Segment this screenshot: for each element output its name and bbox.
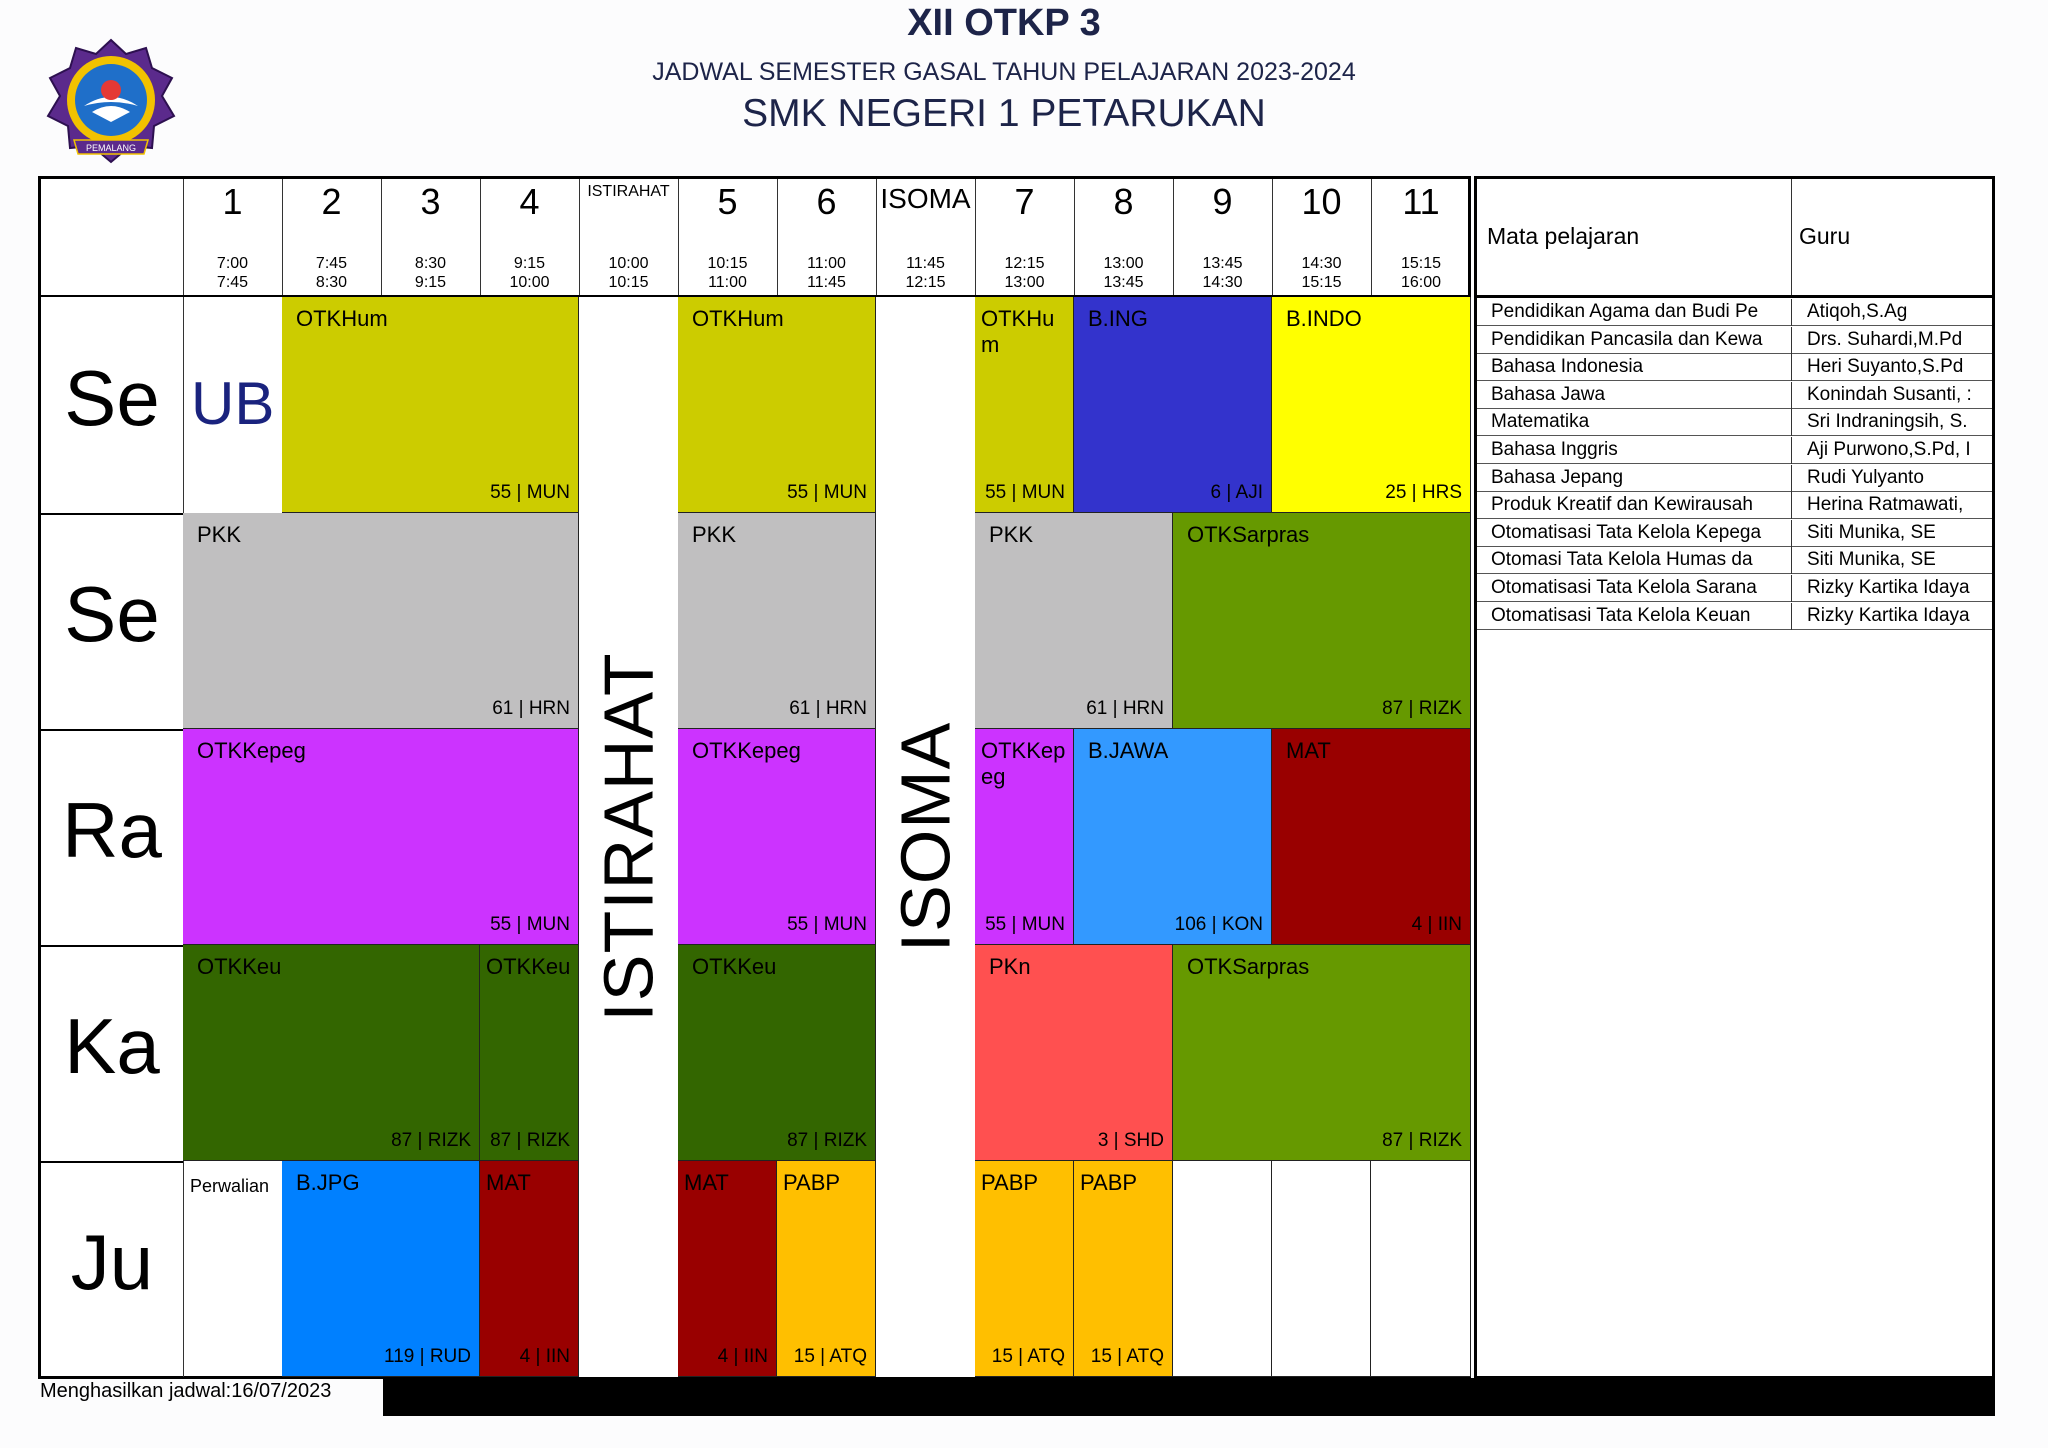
schedule-grid xyxy=(38,176,1471,1379)
subject-name: Bahasa Jepang xyxy=(1491,466,1624,488)
teacher-name: Rudi Yulyanto xyxy=(1807,466,1924,488)
lesson-room-teacher: 87 | RIZK xyxy=(787,1130,867,1151)
header-subject: Mata pelajaran xyxy=(1487,223,1640,249)
period-end: 10:00 xyxy=(509,274,550,291)
period-start: 10:00 xyxy=(608,255,649,272)
lesson-room-teacher: 55 | MUN xyxy=(985,482,1065,503)
lesson-room-teacher: 61 | HRN xyxy=(492,698,570,719)
table-column-divider xyxy=(1791,547,1792,574)
subject-name: Pendidikan Agama dan Budi Pe xyxy=(1491,301,1759,322)
period-number: 9 xyxy=(1212,181,1233,222)
lesson-subject: OTKKeu xyxy=(197,954,282,979)
period-start: 15:15 xyxy=(1400,255,1442,272)
grid-row-line xyxy=(41,729,183,731)
lesson-subject: B.INDO xyxy=(1286,306,1362,331)
lesson-subject: B.JPG xyxy=(296,1170,360,1195)
period-number: 3 xyxy=(420,181,441,222)
teacher-name: Siti Munika, SE xyxy=(1807,549,1936,571)
lesson-room-teacher: 119 | RUD xyxy=(384,1346,471,1367)
teacher-name: Drs. Suhardi,M.Pd xyxy=(1807,328,1963,350)
table-column-divider xyxy=(1791,382,1792,409)
teacher-name: Sri Indraningsih, S. xyxy=(1807,411,1968,433)
table-row xyxy=(1477,327,1992,354)
period-end: 13:45 xyxy=(1103,274,1144,291)
period-number: 4 xyxy=(519,181,540,222)
grid-row-line xyxy=(41,513,183,515)
lesson-cell[interactable] xyxy=(1173,513,1471,729)
subject-name: Produk Kreatif dan Kewirausah xyxy=(1491,494,1753,516)
lesson-cell[interactable] xyxy=(183,945,480,1161)
day-label: Ra xyxy=(62,786,162,874)
table-column-divider xyxy=(1791,575,1792,602)
period-time xyxy=(480,254,579,292)
lesson-room-teacher: 4 | IIN xyxy=(519,1346,570,1367)
lesson-cell[interactable] xyxy=(480,945,579,1161)
lesson-cell[interactable] xyxy=(975,945,1173,1161)
lesson-subject: PKK xyxy=(197,522,242,547)
period-time xyxy=(1074,254,1173,292)
empty-cell xyxy=(1173,1161,1272,1377)
lesson-room-teacher: 15 | ATQ xyxy=(1090,1346,1164,1367)
table-column-divider xyxy=(1791,437,1792,464)
lesson-room-teacher: 87 | RIZK xyxy=(391,1130,471,1151)
lesson-cell[interactable] xyxy=(480,1161,579,1377)
period-end: 13:00 xyxy=(1004,274,1045,291)
period-start: 13:00 xyxy=(1103,255,1144,272)
period-start: 10:15 xyxy=(707,255,748,272)
subject-name: Otomasi Tata Kelola Humas da xyxy=(1491,549,1753,571)
lesson-room-teacher: 55 | MUN xyxy=(490,482,570,503)
period-time xyxy=(183,254,282,292)
lesson-cell[interactable] xyxy=(678,297,876,513)
lesson-room-teacher: 55 | MUN xyxy=(490,914,570,935)
lesson-room-teacher: 15 | ATQ xyxy=(793,1346,867,1367)
period-start: 12:15 xyxy=(1004,255,1045,272)
period-start: 14:30 xyxy=(1301,255,1342,272)
lesson-subject: PKK xyxy=(989,522,1034,547)
subject-teacher-table xyxy=(1474,176,1995,1379)
period-end: 10:15 xyxy=(608,274,649,291)
isoma-column xyxy=(876,297,975,1377)
table-row xyxy=(1477,382,1992,409)
table-column-divider xyxy=(1791,465,1792,492)
school-logo-icon xyxy=(44,36,178,166)
lesson-subject: OTKSarpras xyxy=(1187,954,1310,979)
schedule-subtitle: JADWAL SEMESTER GASAL TAHUN PELAJARAN 2023-2024 xyxy=(652,58,1356,86)
table-header-rule xyxy=(1477,295,1992,298)
period-start: 7:45 xyxy=(315,255,348,272)
period-time xyxy=(282,254,381,292)
lesson-subject: PABP xyxy=(981,1170,1039,1195)
lesson-cell[interactable] xyxy=(777,1161,876,1377)
lesson-subject: MAT xyxy=(684,1170,729,1195)
table-row xyxy=(1477,520,1992,547)
lesson-room-teacher: 106 | KON xyxy=(1174,914,1263,935)
lesson-room-teacher: 3 | SHD xyxy=(1097,1130,1164,1151)
table-row xyxy=(1477,547,1992,574)
lesson-cell[interactable] xyxy=(975,1161,1074,1377)
period-start: 9:15 xyxy=(513,255,546,272)
period-header-isoma: ISOMA xyxy=(880,183,971,214)
lesson-cell[interactable] xyxy=(678,729,876,945)
table-row xyxy=(1477,437,1992,464)
table-row xyxy=(1477,575,1992,602)
period-start: 8:30 xyxy=(414,255,447,272)
day-label: Se xyxy=(64,570,160,658)
lesson-cell[interactable] xyxy=(1272,297,1471,513)
period-end: 12:15 xyxy=(905,274,946,291)
period-number: 11 xyxy=(1402,181,1440,222)
school-name: SMK NEGERI 1 PETARUKAN xyxy=(742,92,1266,135)
period-header-istirahat: ISTIRAHAT xyxy=(587,183,670,200)
lesson-cell[interactable] xyxy=(282,297,579,513)
period-end: 9:15 xyxy=(414,274,447,291)
period-time xyxy=(1371,254,1471,292)
period-number: 2 xyxy=(321,181,342,222)
period-start: 13:45 xyxy=(1202,255,1243,272)
lesson-room-teacher: 6 | AJI xyxy=(1210,482,1263,503)
lesson-room-teacher: 55 | MUN xyxy=(787,482,867,503)
lesson-subject: OTKSarpras xyxy=(1187,522,1310,547)
grid-row-line xyxy=(41,945,183,947)
logo-bottom-text: PEMALANG xyxy=(85,143,137,153)
lesson-subject: OTKKepeg xyxy=(981,738,1066,789)
lesson-subject: OTKHum xyxy=(692,306,784,331)
lesson-subject: OTKKeu xyxy=(486,954,571,979)
period-end: 11:00 xyxy=(708,274,747,291)
period-number: 1 xyxy=(222,181,243,222)
table-column-divider xyxy=(1791,299,1792,326)
table-column-divider xyxy=(1791,409,1792,436)
period-end: 11:45 xyxy=(807,274,846,291)
header-teacher: Guru xyxy=(1799,223,1851,249)
lesson-subject: B.JAWA xyxy=(1088,738,1169,763)
period-start: 11:00 xyxy=(807,255,846,272)
subject-name: Bahasa Inggris xyxy=(1491,439,1618,460)
period-time xyxy=(777,254,876,292)
lesson-room-teacher: 55 | MUN xyxy=(985,914,1065,935)
table-column-divider xyxy=(1791,492,1792,519)
lesson-room-teacher: 4 | IIN xyxy=(1411,914,1462,935)
class-title: XII OTKP 3 xyxy=(907,2,1101,44)
subject-name: Otomatisasi Tata Kelola Sarana xyxy=(1491,577,1757,598)
teacher-name: Rizky Kartika Idaya xyxy=(1807,577,1970,598)
period-end: 8:30 xyxy=(315,274,348,291)
istirahat-column-label: ISTIRAHAT xyxy=(589,652,668,1022)
day-label: Se xyxy=(64,354,160,442)
lesson-subject: PABP xyxy=(1080,1170,1138,1195)
lesson-cell[interactable] xyxy=(282,1161,480,1377)
period-number: 7 xyxy=(1014,181,1035,222)
lesson-subject: PKK xyxy=(692,522,737,547)
period-time xyxy=(579,254,678,292)
period-end: 14:30 xyxy=(1202,274,1243,291)
subject-name: Otomatisasi Tata Kelola Kepega xyxy=(1491,521,1762,543)
period-number: 8 xyxy=(1113,181,1134,222)
table-row xyxy=(1477,492,1992,519)
subject-name: Bahasa Jawa xyxy=(1491,383,1606,405)
table-column-divider xyxy=(1791,354,1792,381)
period-number: 6 xyxy=(816,181,837,222)
lesson-cell[interactable] xyxy=(678,1161,777,1377)
lesson-room-teacher: 87 | RIZK xyxy=(1382,698,1462,719)
empty-cell xyxy=(1272,1161,1371,1377)
period-end: 16:00 xyxy=(1400,274,1442,291)
table-column-divider xyxy=(1791,327,1792,354)
table-row xyxy=(1477,299,1992,326)
lesson-subject: MAT xyxy=(1286,738,1331,763)
period-time xyxy=(678,254,777,292)
empty-cell xyxy=(1371,1161,1471,1377)
lesson-subject: B.ING xyxy=(1088,306,1148,331)
day-label: Ka xyxy=(64,1002,160,1090)
perwalian-label: Perwalian xyxy=(190,1176,270,1196)
generated-date: Menghasilkan jadwal:16/07/2023 xyxy=(40,1380,332,1402)
lesson-cell[interactable] xyxy=(183,729,579,945)
lesson-cell[interactable] xyxy=(1173,945,1471,1161)
lesson-room-teacher: 61 | HRN xyxy=(1086,698,1164,719)
period-start: 11:45 xyxy=(906,255,945,272)
lesson-room-teacher: 87 | RIZK xyxy=(1382,1130,1462,1151)
ub-label: UB xyxy=(191,370,275,437)
teacher-name: Aji Purwono,S.Pd, I xyxy=(1807,439,1971,460)
lesson-cell[interactable] xyxy=(975,513,1173,729)
table-column-divider xyxy=(1791,520,1792,547)
period-time xyxy=(1173,254,1272,292)
lesson-subject: OTKKeu xyxy=(692,954,777,979)
period-number: 10 xyxy=(1301,181,1342,222)
teacher-name: Konindah Susanti, : xyxy=(1807,383,1972,405)
teacher-name: Atiqoh,S.Ag xyxy=(1807,301,1908,322)
subject-name: Otomatisasi Tata Kelola Keuan xyxy=(1491,604,1751,626)
teacher-name: Heri Suyanto,S.Pd xyxy=(1807,356,1964,378)
period-end: 15:15 xyxy=(1301,274,1342,291)
isoma-column-label: ISOMA xyxy=(886,721,965,953)
lesson-subject: OTKKepeg xyxy=(692,738,801,763)
table-row xyxy=(1477,409,1992,436)
period-time xyxy=(1272,254,1371,292)
subject-name: Matematika xyxy=(1491,411,1590,433)
table-column-divider xyxy=(1791,603,1792,630)
lesson-cell[interactable] xyxy=(678,513,876,729)
period-start: 7:00 xyxy=(216,255,249,272)
period-time xyxy=(381,254,480,292)
lesson-cell[interactable] xyxy=(1272,729,1471,945)
lesson-room-teacher: 15 | ATQ xyxy=(991,1346,1065,1367)
teacher-name: Herina Ratmawati, xyxy=(1807,494,1964,516)
lesson-cell[interactable] xyxy=(1074,297,1272,513)
table-row xyxy=(1477,603,1992,630)
period-number: 5 xyxy=(717,181,738,222)
table-row xyxy=(1477,465,1992,492)
lesson-subject: PKn xyxy=(989,954,1031,979)
teacher-name: Siti Munika, SE xyxy=(1807,521,1936,543)
period-time xyxy=(975,254,1074,292)
lesson-room-teacher: 55 | MUN xyxy=(787,914,867,935)
grid-row-line xyxy=(41,1161,183,1163)
lesson-subject: OTKKepeg xyxy=(197,738,306,763)
teacher-name: Rizky Kartika Idaya xyxy=(1807,604,1970,626)
lesson-subject: OTKHum xyxy=(981,306,1055,357)
lesson-room-teacher: 4 | IIN xyxy=(717,1346,768,1367)
lesson-subject: OTKHum xyxy=(296,306,388,331)
lesson-cell[interactable] xyxy=(183,513,579,729)
footer-bar xyxy=(383,1378,1995,1416)
lesson-cell[interactable] xyxy=(975,297,1074,513)
lesson-cell[interactable] xyxy=(1074,1161,1173,1377)
subject-name: Pendidikan Pancasila dan Kewa xyxy=(1491,328,1763,350)
lesson-cell[interactable] xyxy=(678,945,876,1161)
lesson-cell[interactable] xyxy=(1074,729,1272,945)
lesson-cell[interactable] xyxy=(975,729,1074,945)
lesson-subject: PABP xyxy=(783,1170,841,1195)
period-time xyxy=(876,254,975,292)
table-header-divider xyxy=(1791,179,1792,297)
istirahat-column xyxy=(579,297,678,1377)
subject-name: Bahasa Indonesia xyxy=(1491,356,1644,378)
day-label: Ju xyxy=(70,1218,154,1306)
table-row xyxy=(1477,354,1992,381)
lesson-room-teacher: 25 | HRS xyxy=(1385,482,1462,503)
lesson-room-teacher: 61 | HRN xyxy=(789,698,867,719)
lesson-room-teacher: 87 | RIZK xyxy=(490,1130,570,1151)
lesson-subject: MAT xyxy=(486,1170,531,1195)
period-end: 7:45 xyxy=(216,274,249,291)
